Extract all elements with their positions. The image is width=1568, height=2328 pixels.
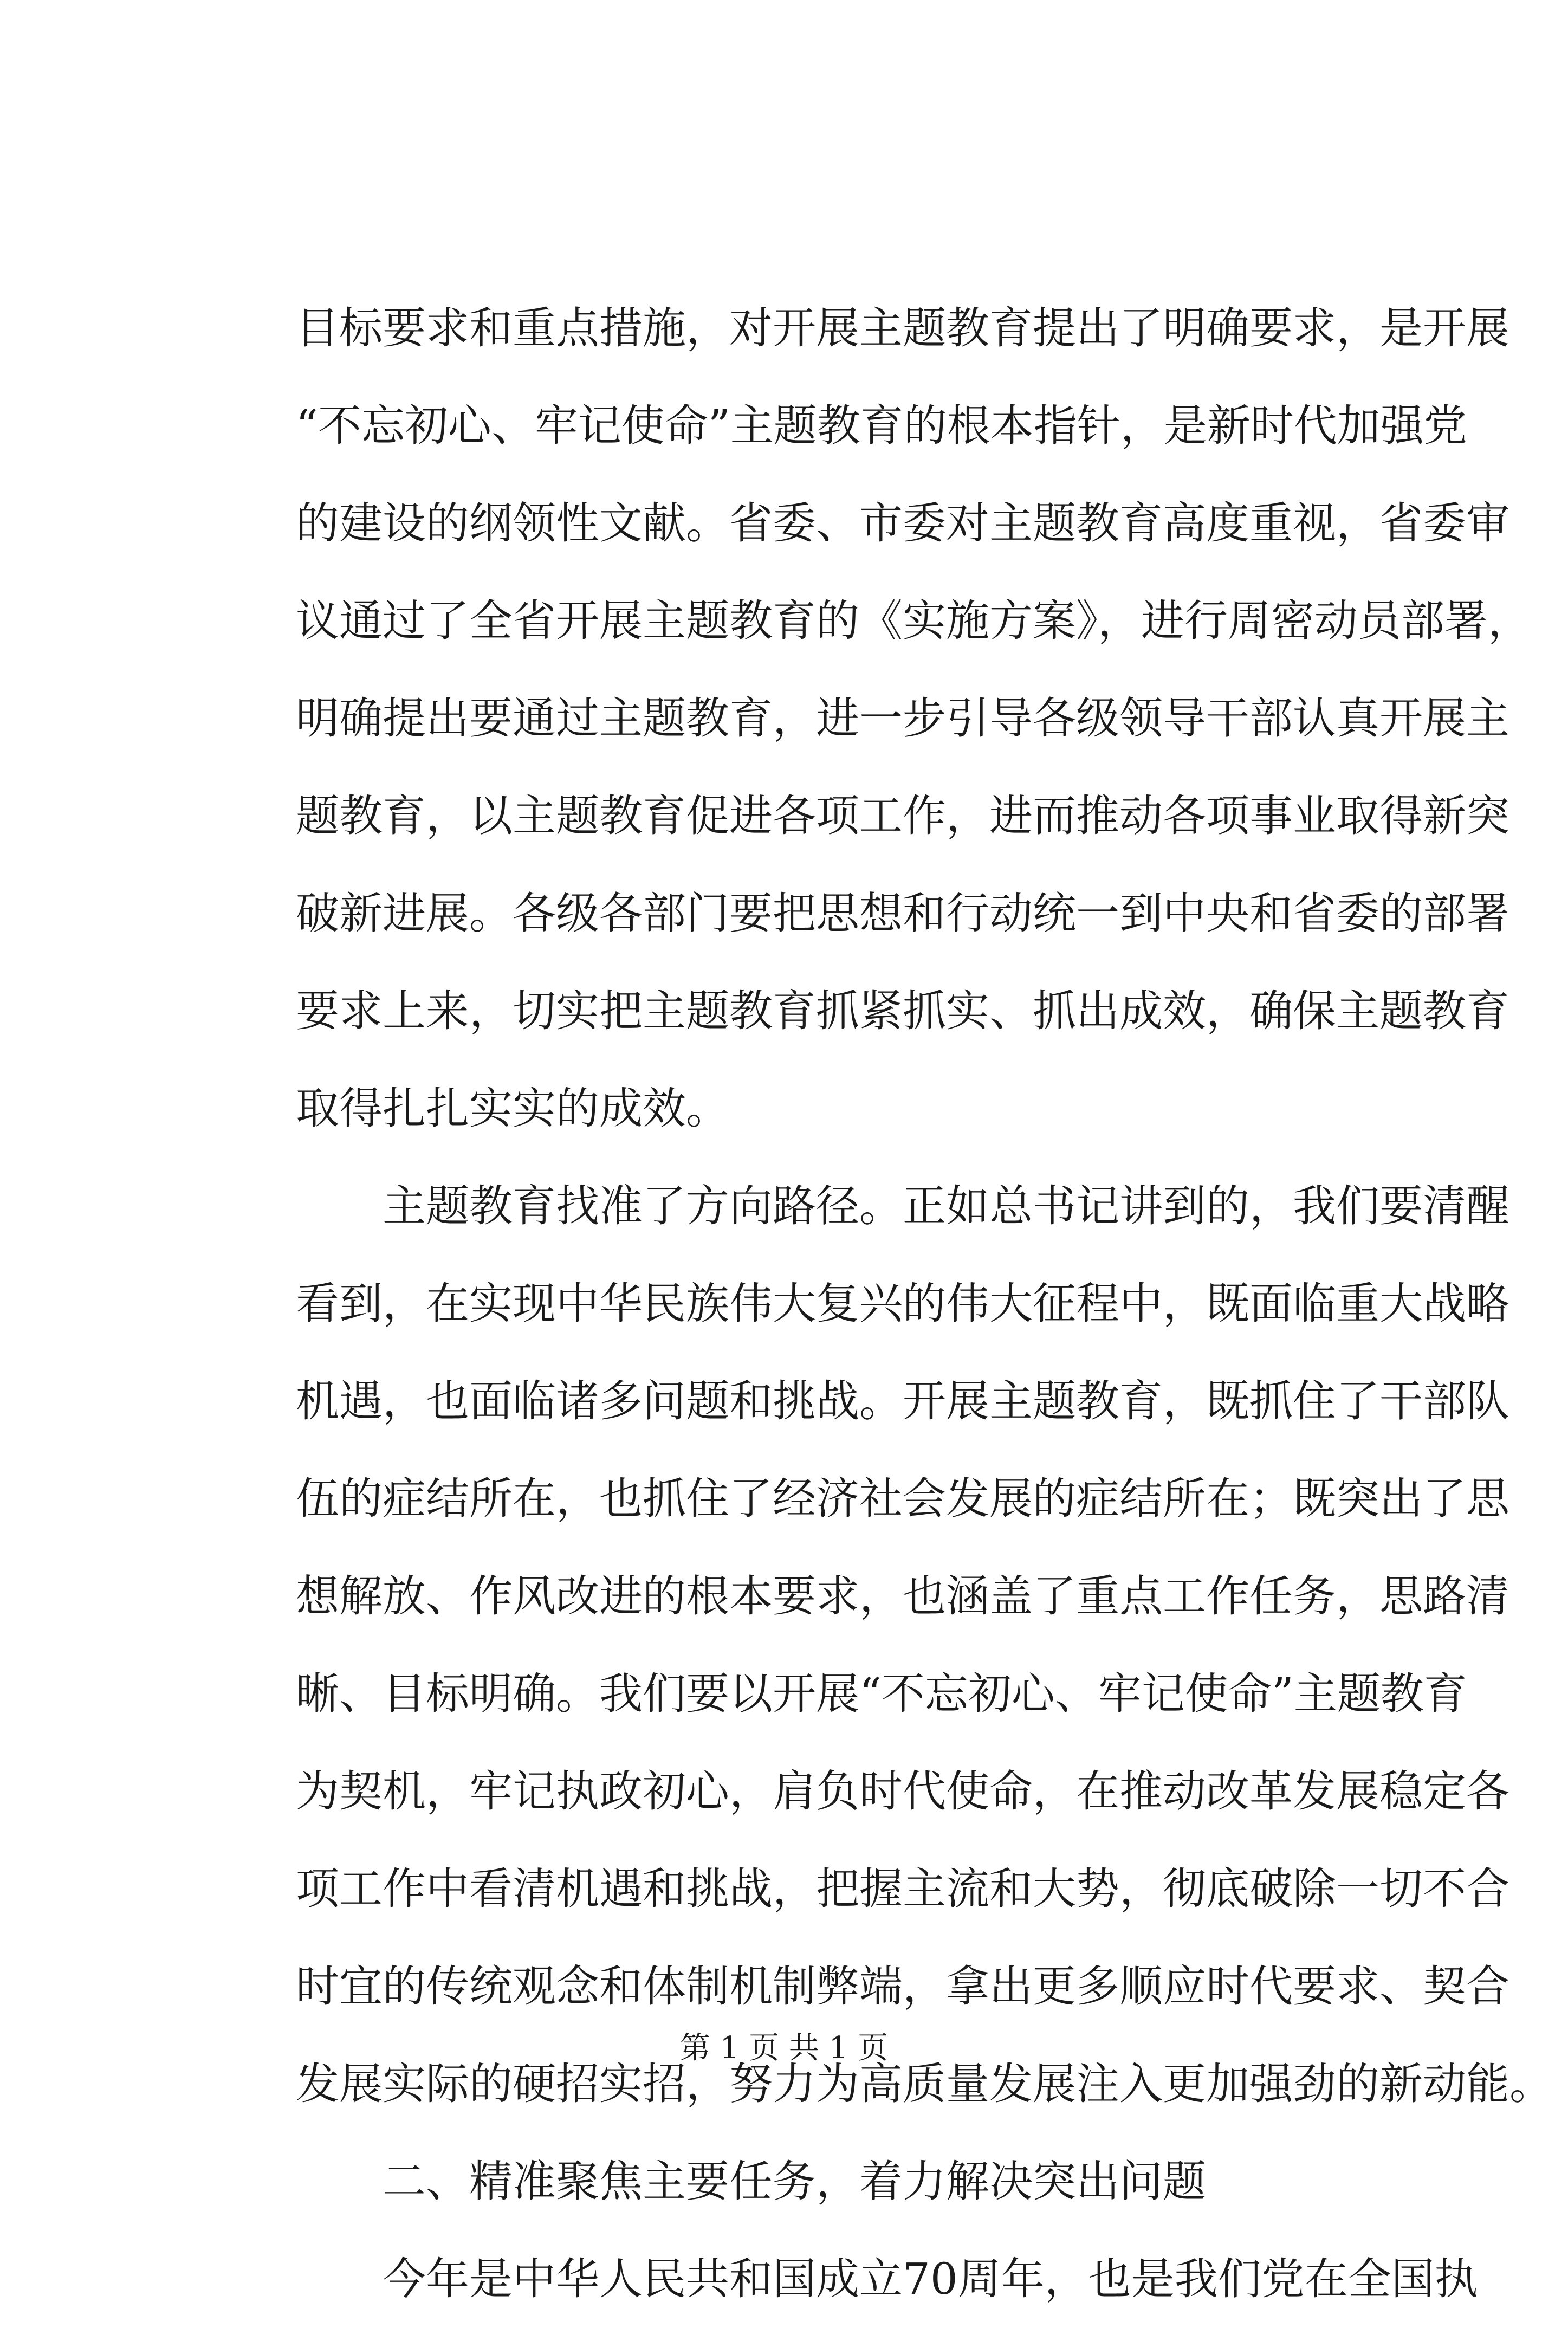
text-line: 机遇，也面临诸多问题和挑战。开展主题教育，既抓住了干部队 xyxy=(296,1376,1509,1426)
text-line: 晰、目标明确。我们要以开展“不忘初心、牢记使命”主题教育 xyxy=(296,1669,1467,1719)
text-line: 目标要求和重点措施，对开展主题教育提出了明确要求，是开展 xyxy=(296,303,1509,353)
text-line: 看到，在实现中华民族伟大复兴的伟大征程中，既面临重大战略 xyxy=(296,1278,1509,1329)
text-line: 破新进展。各级各部门要把思想和行动统一到中央和省委的部署 xyxy=(296,888,1509,939)
text-line: 想解放、作风改进的根本要求，也涵盖了重点工作任务，思路清 xyxy=(296,1571,1509,1621)
text-line: 的建设的纲领性文献。省委、市委对主题教育高度重视，省委审 xyxy=(296,498,1509,548)
text-line: 取得扎扎实实的成效。 xyxy=(296,1083,729,1134)
text-line: 题教育，以主题教育促进各项工作，进而推动各项事业取得新突 xyxy=(296,791,1509,841)
text-line: 明确提出要通过主题教育，进一步引导各级领导干部认真开展主 xyxy=(296,693,1509,743)
body-text xyxy=(296,280,1553,2328)
text-line: 发展实际的硬招实招，努力为高质量发展注入更加强劲的新动能。 xyxy=(296,2059,1553,2109)
paragraph-start-line: 主题教育找准了方向路径。正如总书记讲到的，我们要清醒 xyxy=(296,1181,1509,1231)
text-line: 伍的症结所在，也抓住了经济社会发展的症结所在；既突出了思 xyxy=(296,1473,1509,1524)
page-footer: 第 1 页 共 1 页 xyxy=(679,2030,889,2066)
text-line: 议通过了全省开展主题教育的《实施方案》，进行周密动员部署， xyxy=(296,596,1531,646)
text-line: “不忘初心、牢记使命”主题教育的根本指针，是新时代加强党 xyxy=(296,400,1467,451)
text-line: 为契机，牢记执政初心，肩负时代使命，在推动改革发展稳定各 xyxy=(296,1766,1509,1816)
section-heading: 二、精准聚焦主要任务，着力解决突出问题 xyxy=(296,2156,1206,2207)
text-line: 要求上来，切实把主题教育抓紧抓实、抓出成效，确保主题教育 xyxy=(296,986,1509,1036)
text-line: 时宜的传统观念和体制机制弊端，拿出更多顺应时代要求、契合 xyxy=(296,1961,1509,2012)
paragraph-start-line: 今年是中华人民共和国成立70周年，也是我们党在全国执 xyxy=(296,2254,1478,2304)
text-line: 项工作中看清机遇和挑战，把握主流和大势，彻底破除一切不合 xyxy=(296,1864,1509,1914)
